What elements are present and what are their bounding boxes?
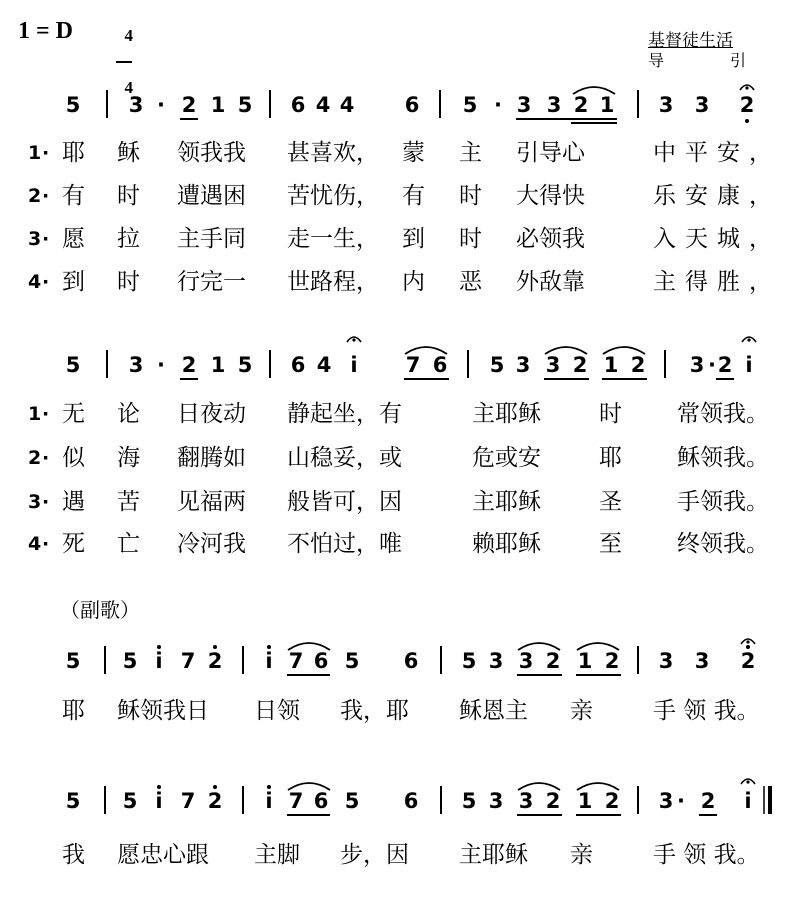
verse-dot: ·: [42, 447, 50, 469]
lyric-segment: 时: [117, 183, 140, 209]
lyric-segment: 到: [402, 226, 425, 252]
note: 5: [237, 353, 253, 377]
note: 5: [461, 789, 477, 813]
lyric-segment: 赖耶稣: [472, 531, 541, 557]
note: 5: [344, 789, 360, 813]
note: 5: [65, 649, 81, 673]
guide-char-2: 引: [729, 51, 746, 70]
note: 4: [339, 93, 355, 117]
note: 3: [658, 93, 674, 117]
lyric-segment: 步，因: [340, 842, 409, 868]
note: 2: [181, 353, 197, 377]
note: 3: [488, 789, 504, 813]
verse-dot: ·: [42, 491, 50, 513]
lyric-segment: 手 领 我。: [653, 698, 760, 724]
note: i: [265, 789, 273, 813]
lyric-segment: 主耶稣: [472, 401, 541, 427]
note: 1: [603, 353, 619, 377]
verse-dot: ·: [42, 403, 50, 425]
note: 3: [694, 93, 710, 117]
note: 3: [515, 353, 531, 377]
dot: ·: [157, 353, 165, 377]
lyric-segment: 稣: [117, 140, 140, 166]
note: 6: [290, 353, 306, 377]
lyric-segment: 冷河我: [177, 531, 246, 557]
note: 1: [210, 353, 226, 377]
lyric-segment: 乐安康，: [653, 183, 781, 209]
chorus-row-2: [0, 842, 794, 868]
note: 2: [604, 789, 620, 813]
fermata-dot: [746, 780, 749, 783]
lyric-segment: 亡: [117, 531, 140, 557]
lyric-segment: 亲: [570, 842, 593, 868]
lyric-segment: 论: [117, 401, 140, 427]
note: 3: [694, 649, 710, 673]
octave-dot-high: [157, 785, 161, 789]
note: 3: [546, 93, 562, 117]
lyric-segment: 中平安，: [653, 140, 781, 166]
note: 5: [461, 649, 477, 673]
lyric-segment: 世路程，: [287, 269, 379, 295]
note: 7: [405, 353, 421, 377]
lyric-segment: 手 领 我。: [653, 842, 760, 868]
note: 1: [599, 93, 615, 117]
lyric-segment: 走一生，: [287, 226, 379, 252]
lyric-segment: 行完一: [177, 269, 246, 295]
notation-line-4: [66, 779, 770, 815]
note: 4: [315, 93, 331, 117]
note: 5: [462, 93, 478, 117]
lyric-segment: 日夜动: [177, 401, 246, 427]
lyric-segment: 我: [62, 842, 85, 868]
lyric-segment: 甚喜欢，: [287, 140, 379, 166]
octave-dot-low: [745, 119, 749, 123]
note: 5: [65, 353, 81, 377]
note: 3: [516, 93, 532, 117]
guide-char-1: 导: [648, 51, 665, 70]
note: 2: [545, 649, 561, 673]
dot: ·: [677, 789, 685, 813]
lyric-segment: 耶: [62, 140, 85, 166]
octave-dot-high: [213, 785, 217, 789]
lyric-segment: 稣领我日: [117, 698, 209, 724]
lyric-segment: 蒙: [402, 140, 425, 166]
octave-dot-high: [213, 645, 217, 649]
verse-number: 2: [28, 447, 42, 469]
note: i: [745, 353, 753, 377]
lyric-segment: 不怕过，唯: [287, 531, 402, 557]
note: 3: [128, 353, 144, 377]
lyric-segment: 有: [62, 183, 85, 209]
verse-b-row-3: [0, 489, 794, 515]
lyric-segment: 时: [117, 269, 140, 295]
lyric-segment: 圣: [599, 489, 622, 515]
note: 3: [488, 649, 504, 673]
note: 3: [658, 789, 674, 813]
note: i: [155, 789, 163, 813]
note: 7: [288, 649, 304, 673]
note: 2: [545, 789, 561, 813]
notation-line-3: [66, 639, 756, 675]
lyric-segment: 拉: [117, 226, 140, 252]
lyric-segment: 耶: [599, 445, 622, 471]
time-signature-top: 4: [124, 26, 133, 45]
lyric-segment: 愿忠心跟: [117, 842, 209, 868]
fermata-dot: [352, 338, 355, 341]
lyric-segment: 主得胜，: [653, 269, 781, 295]
lyric-segment: 必领我: [516, 226, 585, 252]
lyric-segment: 手领我。: [677, 489, 769, 515]
note: 1: [577, 649, 593, 673]
note: 2: [739, 93, 755, 117]
lyric-segment: 海: [117, 445, 140, 471]
lyric-segment: 愿: [62, 226, 85, 252]
key-signature: 1 = D: [18, 18, 74, 44]
fermata-dot: [745, 86, 748, 89]
verse-a-row-1: [0, 140, 794, 166]
verse-b-row-1: [0, 401, 794, 427]
note: 2: [717, 353, 733, 377]
verse-number: 2: [28, 185, 42, 207]
note: 3: [658, 649, 674, 673]
note: 2: [700, 789, 716, 813]
lyric-segment: 主耶稣: [472, 489, 541, 515]
note: 6: [313, 789, 329, 813]
note: 2: [207, 789, 223, 813]
fermata-dot: [747, 338, 750, 341]
lyric-segment: 苦: [117, 489, 140, 515]
note: 3: [689, 353, 705, 377]
note: 5: [65, 789, 81, 813]
note: 2: [604, 649, 620, 673]
note: 2: [572, 353, 588, 377]
lyric-segment: 稣恩主: [459, 698, 528, 724]
lyric-segment: 亲: [570, 698, 593, 724]
verse-dot: ·: [42, 228, 50, 250]
lyric-segment: 有: [402, 183, 425, 209]
note: i: [350, 353, 358, 377]
note: 5: [65, 93, 81, 117]
chorus-row-1: [0, 698, 794, 724]
lyric-segment: 遇: [62, 489, 85, 515]
note: 5: [344, 649, 360, 673]
verse-number: 4: [28, 533, 42, 555]
lyric-segment: 领我我: [177, 140, 246, 166]
note: 2: [207, 649, 223, 673]
note: 5: [489, 353, 505, 377]
note: 4: [316, 353, 332, 377]
source-title: 基督徒生活: [648, 31, 733, 51]
lyric-segment: 大得快: [516, 183, 585, 209]
fermata-dot: [746, 640, 749, 643]
note: 7: [288, 789, 304, 813]
dot: ·: [494, 93, 502, 117]
lyric-segment: 时: [459, 226, 482, 252]
lyric-segment: 危或安: [472, 445, 541, 471]
lyric-segment: 稣领我。: [677, 445, 769, 471]
note: 2: [630, 353, 646, 377]
octave-dot-high: [746, 645, 750, 649]
lyric-segment: 般皆可，因: [287, 489, 402, 515]
note: 6: [403, 789, 419, 813]
verse-b-row-4: [0, 531, 794, 557]
lyric-segment: 恶: [459, 269, 482, 295]
note: 6: [403, 649, 419, 673]
lyric-segment: 翻腾如: [177, 445, 246, 471]
note: 1: [577, 789, 593, 813]
lyric-segment: 耶: [62, 698, 85, 724]
note: 5: [122, 789, 138, 813]
note: 5: [122, 649, 138, 673]
lyric-segment: 外敌靠: [516, 269, 585, 295]
lyric-segment: 我，耶: [340, 698, 409, 724]
lyric-segment: 山稳妥，或: [287, 445, 402, 471]
lyric-segment: 主耶稣: [459, 842, 528, 868]
note: 2: [740, 649, 756, 673]
note: 7: [180, 649, 196, 673]
dot: ·: [708, 353, 716, 377]
verse-number: 3: [28, 228, 42, 250]
octave-dot-high: [267, 785, 271, 789]
verse-number: 1: [28, 142, 42, 164]
note: 5: [237, 93, 253, 117]
lyric-segment: 引导心: [516, 140, 585, 166]
lyric-segment: 常领我。: [677, 401, 769, 427]
verse-number: 1: [28, 403, 42, 425]
lyric-segment: 主脚: [254, 842, 300, 868]
octave-dot-high: [157, 645, 161, 649]
lyric-segment: 见福两: [177, 489, 246, 515]
dot: ·: [157, 93, 165, 117]
verse-number: 4: [28, 271, 42, 293]
note: 1: [210, 93, 226, 117]
verse-a-row-4: [0, 269, 794, 295]
lyric-segment: 主手同: [177, 226, 246, 252]
octave-dot-high: [267, 645, 271, 649]
verse-a-row-2: [0, 183, 794, 209]
verse-dot: ·: [42, 533, 50, 555]
notation-line-1: [66, 85, 755, 123]
note: 2: [181, 93, 197, 117]
lyric-segment: 死: [62, 531, 85, 557]
note: 2: [573, 93, 589, 117]
verse-a-row-3: [0, 226, 794, 252]
lyric-segment: 日领: [254, 698, 300, 724]
verse-number: 3: [28, 491, 42, 513]
lyric-segment: 到: [62, 269, 85, 295]
lyric-segment: 无: [62, 401, 85, 427]
lyric-segment: 时: [459, 183, 482, 209]
note: 3: [518, 789, 534, 813]
note: i: [744, 789, 752, 813]
lyric-segment: 入天城，: [653, 226, 781, 252]
note: 6: [432, 353, 448, 377]
verse-dot: ·: [42, 271, 50, 293]
note: 6: [290, 93, 306, 117]
lyric-segment: 似: [62, 445, 85, 471]
lyric-segment: 遭遇困: [177, 183, 246, 209]
note: 6: [404, 93, 420, 117]
note: 7: [180, 789, 196, 813]
note: i: [155, 649, 163, 673]
lyric-segment: 时: [599, 401, 622, 427]
lyric-segment: 内: [402, 269, 425, 295]
note: 3: [518, 649, 534, 673]
verse-dot: ·: [42, 142, 50, 164]
verse-dot: ·: [42, 185, 50, 207]
note: 6: [313, 649, 329, 673]
note: 3: [128, 93, 144, 117]
notation-line-2: [66, 337, 756, 379]
note: i: [265, 649, 273, 673]
chorus-label: （副歌）: [60, 598, 140, 622]
lyric-segment: 静起坐，有: [287, 401, 402, 427]
verse-b-row-2: [0, 445, 794, 471]
lyric-segment: 至: [599, 531, 622, 557]
time-signature-bottom: 4: [124, 78, 133, 97]
lyric-segment: 终领我。: [677, 531, 769, 557]
note: 3: [545, 353, 561, 377]
lyric-segment: 苦忧伤，: [287, 183, 379, 209]
lyric-segment: 主: [459, 140, 482, 166]
